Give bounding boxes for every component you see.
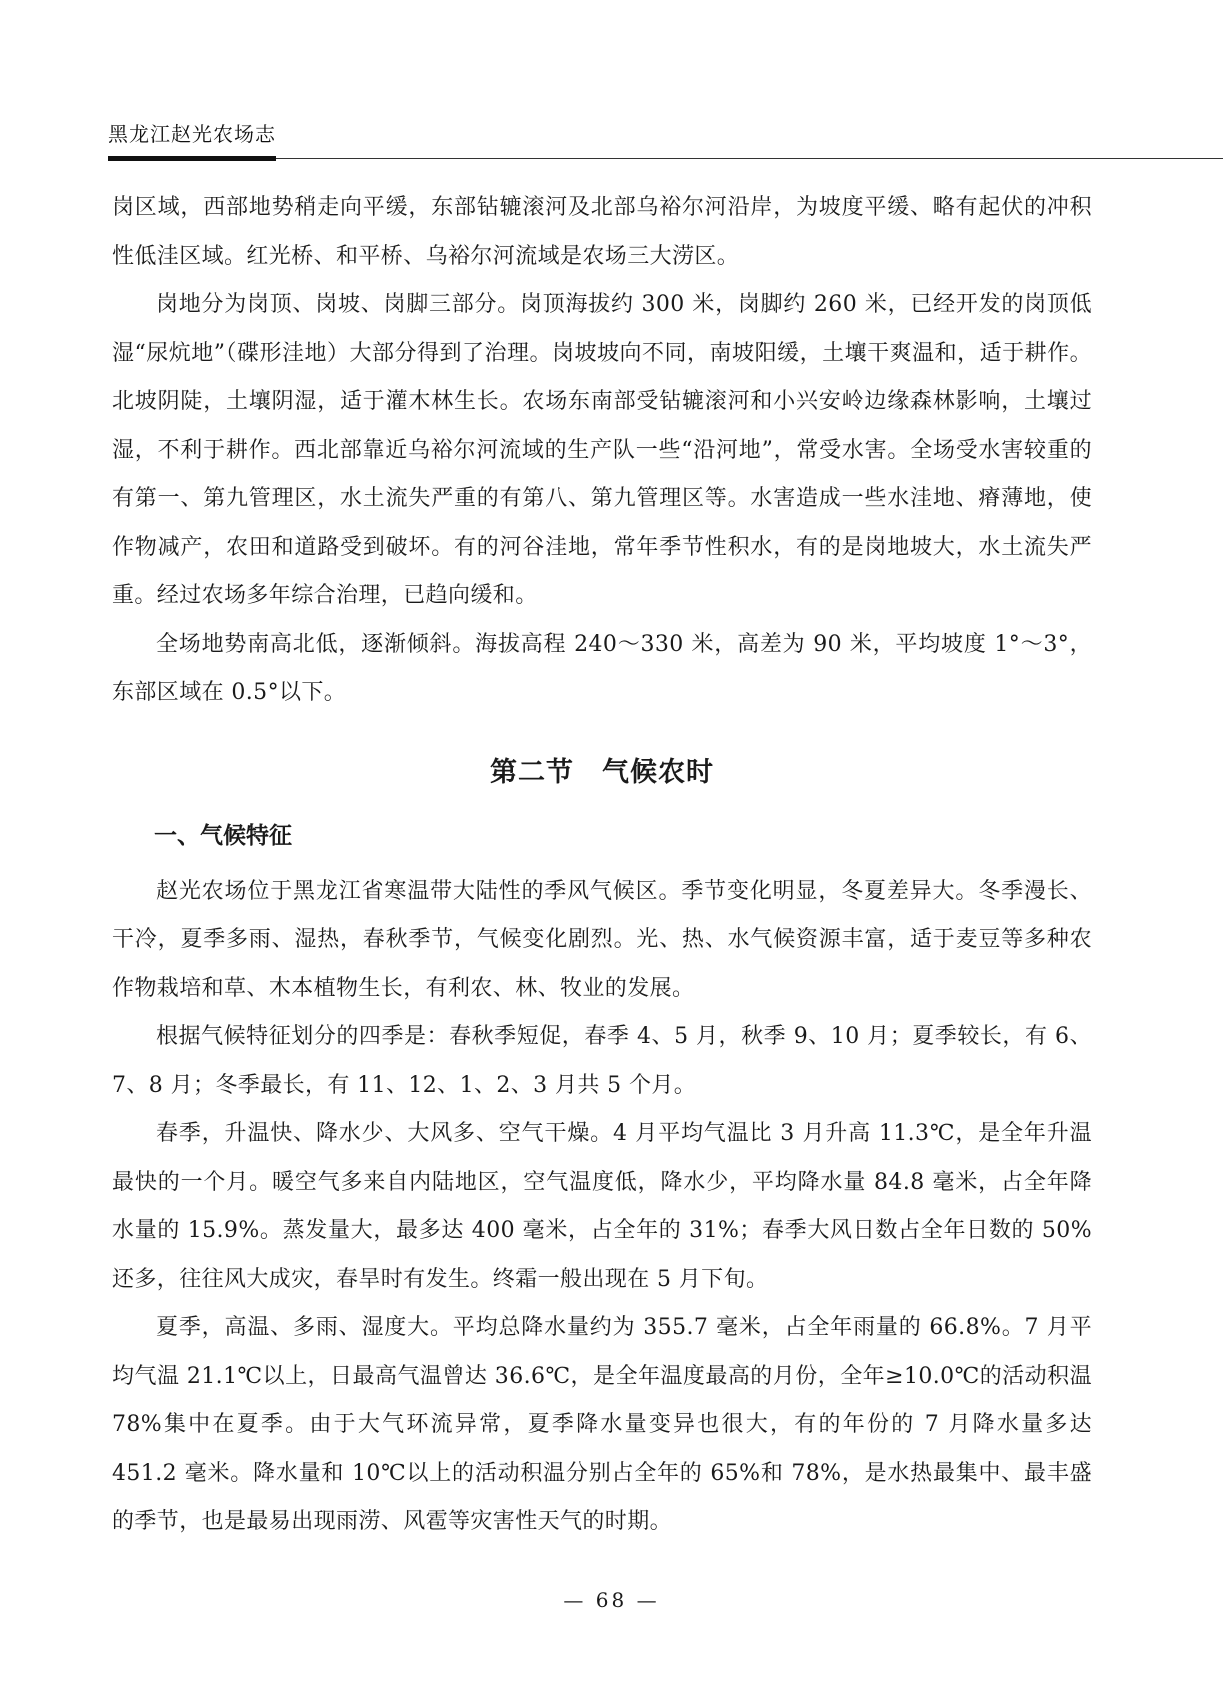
paragraph-summer: 夏季，高温、多雨、湿度大。平均总降水量约为 355.7 毫米，占全年雨量的 66.8%。7 月平均气温 21.1℃以上，日最高气温曾达 36.6℃，是全年温度最高的月份，全年≥10.0℃的活动积温 78%集中在夏季。由于大气环流异常，夏季降水量变异也很大，有的年份的 7 月降水量多达 451.2 毫米。降水量和 10℃以上的活动积温分别占全年的 65%和 78%，是水热最集中、最丰盛的季节，也是最易出现雨涝、风雹等灾害性天气的时期。 xyxy=(112,1315,1092,1534)
section-title: 第二节 气候农时 xyxy=(490,756,714,788)
paragraph-terrain: 全场地势南高北低，逐渐倾斜。海拔高程 240～330 米，高差为 90 米，平均坡度 1°～3°，东部区域在 0.5°以下。 xyxy=(112,631,1092,705)
paragraph-continued: 岗区域，西部地势稍走向平缓，东部钻辘滚河及北部乌裕尔河沿岸，为坡度平缓、略有起伏的冲积性低洼区域。红光桥、和平桥、乌裕尔河流域是农场三大涝区。 xyxy=(112,195,1092,269)
paragraph-four-seasons: 根据气候特征划分的四季是：春秋季短促，春季 4、5 月，秋季 9、10 月；夏季较长，有 6、7、8 月；冬季最长，有 11、12、1、2、3 月共 5 个月。 xyxy=(112,1024,1092,1098)
header-rule-thin xyxy=(276,158,1223,159)
page-body xyxy=(112,184,1092,1547)
running-header: 黑龙江赵光农场志 xyxy=(108,122,276,146)
page-number: — 68 — xyxy=(563,1588,660,1612)
header-rule-thick xyxy=(108,156,276,161)
paragraph-spring: 春季，升温快、降水少、大风多、空气干燥。4 月平均气温比 3 月升高 11.3℃，是全年升温最快的一个月。暖空气多来自内陆地区，空气温度低，降水少，平均降水量 84.8 毫米，占全年降水量的 15.9%。蒸发量大，最多达 400 毫米，占全年的 31%；春季大风日数占全年日数的 50%还多，往往风大成灾，春旱时有发生。终霜一般出现在 5 月下旬。 xyxy=(112,1121,1092,1292)
paragraph-climate-overview: 赵光农场位于黑龙江省寒温带大陆性的季风气候区。季节变化明显，冬夏差异大。冬季漫长、干冷，夏季多雨、湿热，春秋季节，气候变化剧烈。光、热、水气候资源丰富，适于麦豆等多种农作物栽培和草、木本植物生长，有利农、林、牧业的发展。 xyxy=(112,878,1092,1001)
subsection-title: 一、气候特征 xyxy=(154,822,292,849)
paragraph-gangdi: 岗地分为岗顶、岗坡、岗脚三部分。岗顶海拔约 300 米，岗脚约 260 米，已经开发的岗顶低湿“尿炕地”（碟形洼地）大部分得到了治理。岗坡坡向不同，南坡阳缓，土壤干爽温和，适于耕作。北坡阴陡，土壤阴湿，适于灌木林生长。农场东南部受钻辘滚河和小兴安岭边缘森林影响，土壤过湿，不利于耕作。西北部靠近乌裕尔河流域的生产队一些“沿河地”，常受水害。全场受水害较重的有第一、第九管理区，水土流失严重的有第八、第九管理区等。水害造成一些水洼地、瘠薄地，使作物减产，农田和道路受到破坏。有的河谷洼地，常年季节性积水，有的是岗地坡大，水土流失严重。经过农场多年综合治理，已趋向缓和。 xyxy=(112,292,1092,608)
